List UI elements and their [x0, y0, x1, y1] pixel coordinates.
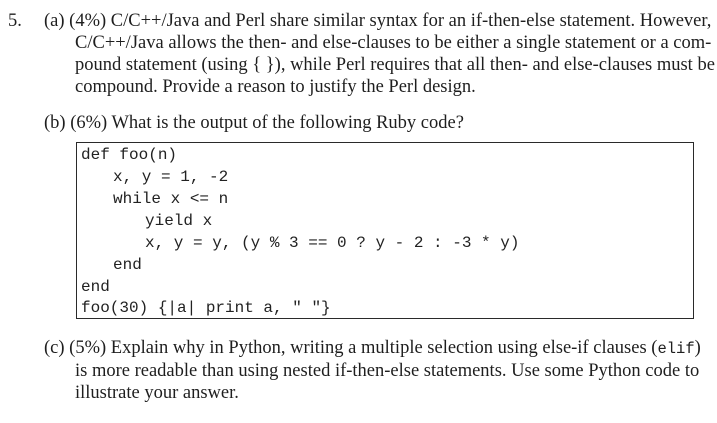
code-line-8: foo(30) {|a| print a, " "} [81, 299, 331, 317]
elif-keyword: elif [657, 340, 695, 358]
code-line-1: def foo(n) [81, 146, 178, 164]
code-line-6: end [113, 256, 142, 274]
code-line-3: while x <= n [113, 190, 229, 208]
part-c-line-1 [44, 337, 710, 360]
part-a-line-2: C/C++/Java allows the then- and else-clauses to be either a single statement or a com- [75, 33, 712, 53]
part-b-prompt: (b) (6%) What is the output of the following Ruby code? [44, 113, 464, 133]
ruby-code-box [76, 142, 694, 319]
part-c-line-1-close: ) [694, 338, 701, 358]
question-number: 5. [8, 11, 22, 31]
code-line-4: yield x [145, 212, 213, 230]
part-a-line-1: (a) (4%) C/C++/Java and Perl share similar syntax for an if-then-else statement. However, [44, 11, 712, 31]
part-a [44, 10, 715, 98]
code-line-2: x, y = 1, -2 [113, 168, 229, 186]
part-c-line-1-text: (c) (5%) Explain why in Python, writing a multiple selection using else-if clauses ( [44, 338, 658, 358]
part-a-line-4: compound. Provide a reason to justify the Perl design. [75, 77, 476, 97]
code-line-7: end [81, 278, 110, 296]
part-a-line-3: pound statement (using { }), while Perl requires that all then- and else-clauses must be [75, 55, 715, 75]
part-c-line-2: is more readable than using nested if-then-else statements. Use some Python code to [75, 361, 700, 381]
part-c [44, 337, 710, 404]
code-line-5: x, y = y, (y % 3 == 0 ? y - 2 : -3 * y) [145, 234, 520, 252]
part-b [44, 112, 710, 134]
part-c-line-3: illustrate your answer. [75, 383, 239, 403]
